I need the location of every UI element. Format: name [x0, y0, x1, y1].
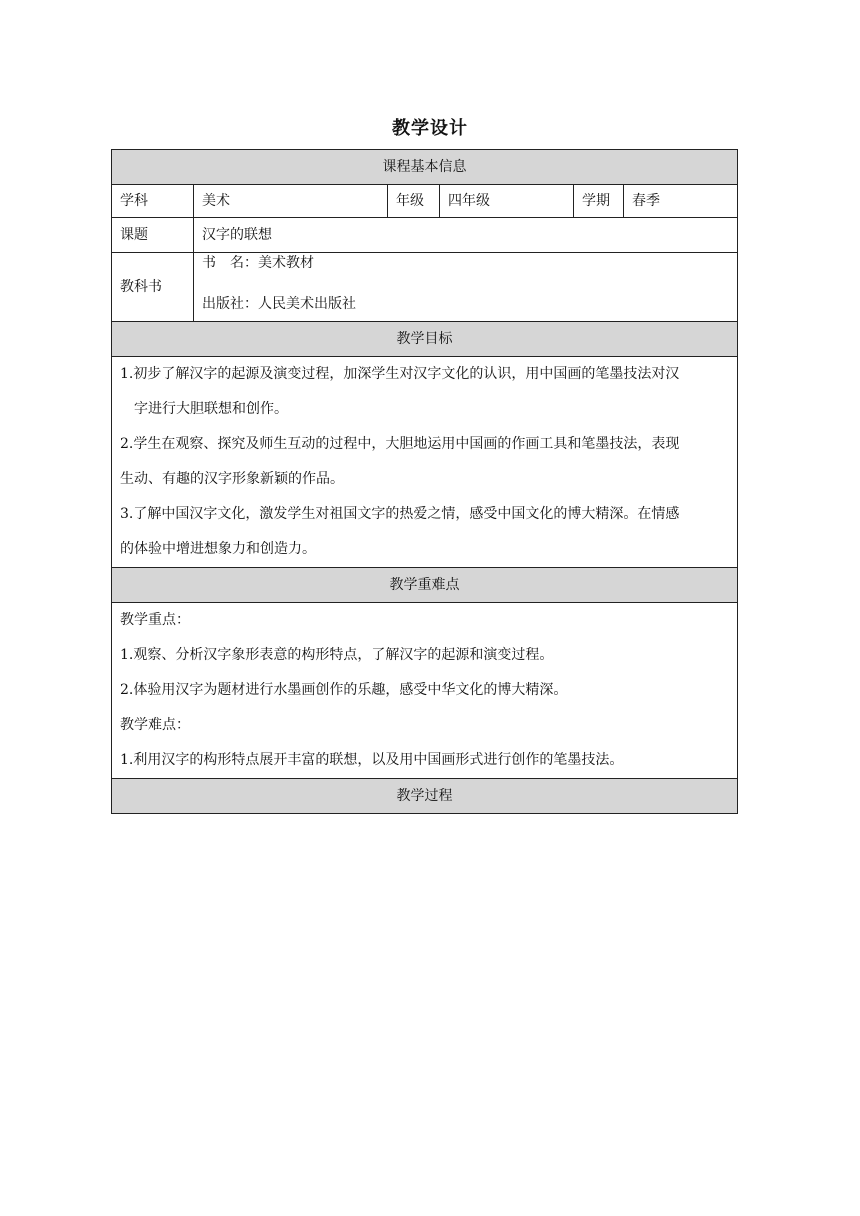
grade-value: 四年级	[440, 185, 574, 218]
lesson-plan-table	[111, 149, 738, 814]
objective-item	[120, 357, 729, 427]
grade-label: 年级	[388, 185, 440, 218]
objective-line: 的体验中增进想象力和创造力。	[120, 541, 316, 557]
objective-line: 字进行大胆联想和创作。	[134, 401, 288, 417]
publisher: 出版社：人民美术出版社	[202, 296, 356, 312]
subject-value: 美术	[194, 185, 388, 218]
topic-label: 课题	[112, 218, 194, 253]
textbook-details	[194, 253, 738, 322]
section-header-process: 教学过程	[112, 779, 738, 814]
page-title: 教学设计	[392, 118, 468, 139]
term-label: 学期	[574, 185, 624, 218]
objective-line: 生动、有趣的汉字形象新颖的作品。	[120, 471, 344, 487]
focus-label: 教学重点：	[120, 612, 190, 628]
focus-item: 2.体验用汉字为题材进行水墨画创作的乐趣，感受中华文化的博大精深。	[120, 682, 568, 698]
section-header-basic-info: 课程基本信息	[112, 150, 738, 185]
objective-line: 3.了解中国汉字文化，激发学生对祖国文字的热爱之情，感受中国文化的博大精深。在情感	[120, 506, 680, 522]
difficulty-label: 教学难点：	[120, 717, 190, 733]
book-name: 书 名：美术教材	[202, 255, 314, 271]
objective-item	[120, 497, 729, 567]
textbook-label: 教科书	[112, 253, 194, 322]
objective-line: 2.学生在观察、探究及师生互动的过程中，大胆地运用中国画的作画工具和笔墨技法，表现	[120, 436, 680, 452]
objective-item	[120, 427, 729, 497]
section-header-objectives: 教学目标	[112, 322, 738, 357]
focus-item: 1.观察、分析汉字象形表意的构形特点，了解汉字的起源和演变过程。	[120, 647, 554, 663]
topic-value: 汉字的联想	[194, 218, 738, 253]
term-value: 春季	[624, 185, 738, 218]
section-header-key-points: 教学重难点	[112, 568, 738, 603]
objectives-content	[112, 357, 738, 568]
difficulty-item: 1.利用汉字的构形特点展开丰富的联想，以及用中国画形式进行创作的笔墨技法。	[120, 752, 624, 768]
objective-line: 1.初步了解汉字的起源及演变过程，加深学生对汉字文化的认识，用中国画的笔墨技法对汉	[120, 366, 680, 382]
key-points-content	[112, 603, 738, 779]
subject-label: 学科	[112, 185, 194, 218]
